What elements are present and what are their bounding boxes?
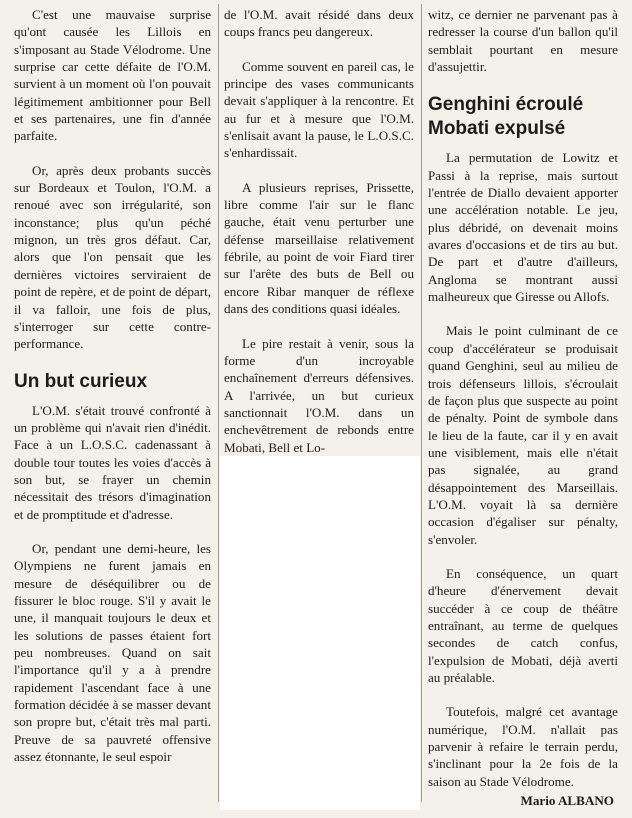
author-signature: Mario ALBANO xyxy=(520,793,614,809)
paragraph: A plusieurs reprises, Prissette, libre comme l'air sur le flanc gauche, était venu perturber une défense marseillaise relativement fébrile, au point de voir Fiard tirer sur l'arête des buts de Bell ou encore Ribar manquer de réflexe dans des conditions quasi idéales. xyxy=(224,179,414,317)
article-column-3 xyxy=(428,6,618,809)
paragraph: witz, ce dernier ne parvenant pas à redresser la course d'un ballon qu'il semblait pourtant en mesure d'assujettir. xyxy=(428,7,618,75)
paragraph: Toutefois, malgré cet avantage numérique, l'O.M. n'allait pas parvenir à refaire le terrain perdu, s'inclinant pour la 2e fois de la saison au Stade Vélodrome. xyxy=(428,704,618,789)
paragraph: Mais le point culminant de ce coup d'accélérateur se produisait quand Genghini, seul au milieu de trois défenseurs lillois, s'écroulait de façon plus que suspecte au point de pénalty. Point de symbole dans le lieu de la faute, car il y en avait une visiblement, mais elle n'était pas signalée, au grand désappointement des Marseillais. L'O.M. voyait là sa dernière occasion d'égaliser sur pénalty, s'envoler. xyxy=(428,323,618,547)
article-column-2 xyxy=(224,6,414,456)
column-divider xyxy=(218,4,219,802)
section-heading: Un but curieux xyxy=(14,370,148,392)
paragraph: Le pire restait à venir, sous la forme d'un incroyable enchaînement d'erreurs défensives. A l'arrivée, un but curieux sanctionnait l'O.M. dans un enchevêtrement de rebonds entre Mobati, Bell et Lo- xyxy=(224,335,414,455)
paragraph: Or, après deux probants succès sur Bordeaux et Toulon, l'O.M. a renoué avec son irrégularité, son inconstance; plus qu'un péché mignon, un très gros défaut. Car, alors que l'on pensait que les dernières victoires serviraient de point de repère, et de point de départ, il va falloir, une fois de plus, s'interroger sur cette contre-performance. xyxy=(14,162,211,352)
paragraph: L'O.M. s'était trouvé confronté à un problème qui n'avait rien d'inédit. Face à un L.O.S.C. cadenassant à double tour toutes les voies d'accès à son but, se frayer un chemin nécessitait des trésors d'imagination et de promptitude et d'adresse. xyxy=(14,402,211,522)
article-column-1 xyxy=(14,6,211,765)
paragraph: de l'O.M. avait résidé dans deux coups francs peu dangereux. xyxy=(224,7,414,40)
paragraph: Or, pendant une demi-heure, les Olympiens ne furent jamais en mesure de déséquilibrer ou de fissurer le bloc rouge. S'il y avait le une, il manquait toujours le deux et les solutions de passes étaient fort peu nombreuses. Quand on sait l'importance qu'il y a à prendre rapidement l'ascendant face à une formation décidée à se masser devant son propre but, c'était très mal parti. Preuve de sa pauvreté offensive assez étonnante, le seul espoir xyxy=(14,540,211,765)
column-divider xyxy=(421,4,422,802)
paragraph: La permutation de Lowitz et Passi à la reprise, mais surtout l'entrée de Diallo devaient apporter une accélération notable. Le jeu, plus débridé, on devenait moins avares d'occasions et de tirs au but. De part et d'autre d'ailleurs, Anglomа se montrant aussi malheureux que Giresse ou Allofs. xyxy=(428,150,618,305)
blank-photo-area xyxy=(220,456,420,810)
section-heading: Genghini écroulé Mobati expulsé xyxy=(428,94,584,140)
paragraph: C'est une mauvaise surprise qu'ont causée les Lillois en s'imposant au Stade Vélodrome. Une surprise car cette défaite de l'O.M. survient à un moment où l'on pouvait légitimement ambitionner pour Bell et ses partenaires, une fin d'année parfaite. xyxy=(14,7,211,144)
paragraph: En conséquence, un quart d'heure d'énervement devait succéder à ce coup de théâtre entraînant, au terme de quelques secondes de catch confus, l'expulsion de Mobati, déjà averti au préalable. xyxy=(428,565,618,685)
paragraph: Comme souvent en pareil cas, le principe des vases communicants devait s'appliquer à la rencontre. Et au fur et à mesure que l'O.M. s'enlisait avant la pause, le L.O.S.C. s'enhardissait. xyxy=(224,58,414,161)
